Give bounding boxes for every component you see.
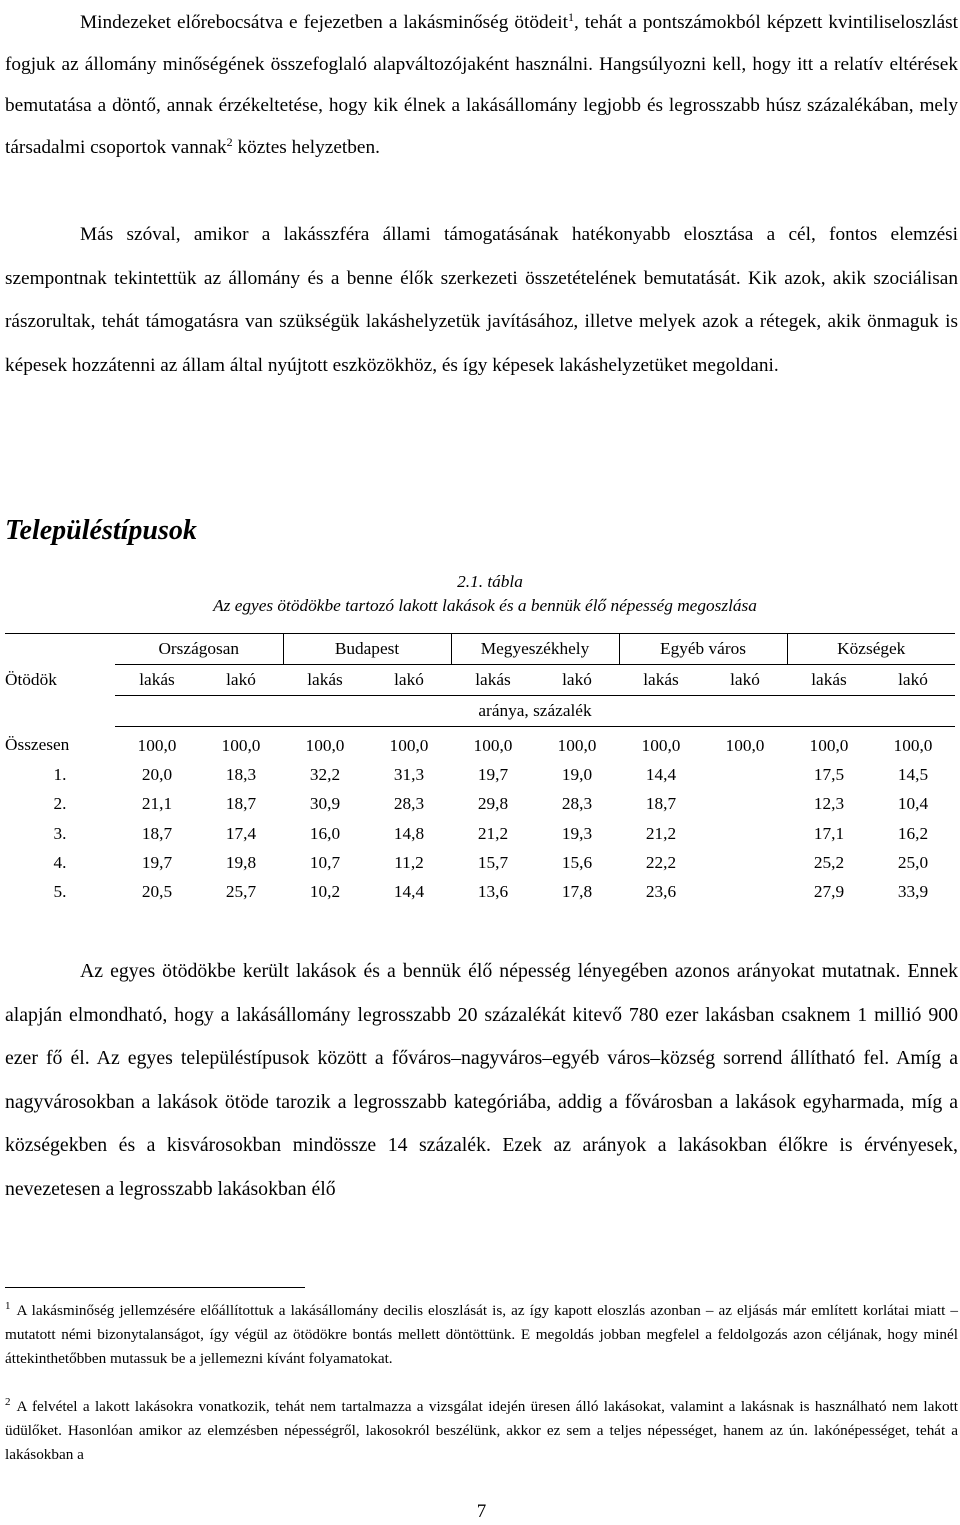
table-cell: 33,9 [897,882,929,902]
second-paragraph: Más szóval, amikor a lakásszféra állami támogatásának hatékonyabb elosztása a cél, fontos elemzési szempontnak tekintettük az állomány és a benne élők szerkezeti összetételének bemutatását. Kik azok, akik szociálisan rászorultak, tehát támogatásra van szükségük lakáshelyzetük javításához, illetve melyek azok a rétegek, akik önmaguk is képesek hozzátenni az állam által nyújtott eszközökhöz, és így képesek lakáshelyzetüket megoldani. [5,224,958,377]
table-title: Az egyes ötödökbe tartozó lakott lakások és a bennük élő népesség megoszlása [213,596,757,615]
page-number: 7 [476,1501,487,1522]
subheader-lakas: lakás [283,665,367,696]
row-label: 4. [53,852,67,872]
table-cell: 19,0 [561,764,593,784]
table-cell: 19,7 [141,852,173,872]
table-cell: 25,7 [225,882,257,902]
group-header-megyeszekhely: Megyeszékhely [451,634,619,665]
table-cell: 30,9 [309,794,341,814]
table-cell: 18,7 [645,794,677,814]
footnote-separator [5,1287,305,1288]
table-cell: 16,2 [897,823,929,843]
table-cell: 15,6 [561,852,593,872]
table-cell: 100,0 [221,735,261,755]
table-cell [703,790,787,819]
table-cell: 17,5 [813,764,845,784]
table-cell: 100,0 [725,735,765,755]
table-cell: 19,3 [561,823,593,843]
subheader-lakas: lakás [451,665,535,696]
intro-text-end: köztes helyzetben. [232,136,380,158]
table-cell [703,819,787,848]
footnote-text: A felvétel a lakott lakásokra vonatkozik, tehát nem tartalmazza a vizsgálat idején üresen álló lakásokat, valamint a lakásnak is használható nem lakott üdülőket. Hasonlóan amikor az elemzésben népességről, lakosokról beszélünk, akkor ez sem a teljes népességet, hanem az ún. lakónépességet, tehát a lakásokban a [5,1398,958,1463]
table-cell: 21,2 [477,823,509,843]
table-cell: 25,0 [897,852,929,872]
subheader-lako: lakó [535,665,619,696]
footnote-ref-2[interactable]: 2 [226,134,233,149]
table-cell: 100,0 [557,735,597,755]
intro-text: Mindezeket előrebocsátva e fejezetben a lakásminőség ötödeit [80,12,568,33]
table-cell: 19,8 [225,852,257,872]
table-cell: 16,0 [309,823,341,843]
table-cell: 25,2 [813,852,845,872]
table-cell: 19,7 [477,764,509,784]
table-cell: 100,0 [305,735,345,755]
table-cell: 100,0 [137,735,177,755]
table-cell: 100,0 [641,735,681,755]
row-label: Összesen [5,735,70,755]
footnote-mark: 1 [5,1300,11,1312]
table-cell: 28,3 [561,794,593,814]
table-cell: 11,2 [394,852,424,872]
footnote-text: A lakásminőség jellemzésére előállítottuk a lakásállomány decilis eloszlását is, az így kapott eloszlás azonban – az eljásás már említett korlátai miatt – mutatott némi bizonytalanságot, így végül az ötödökre bontás mellett döntöttünk. E megoldás jobban megfelel a feldolgozás azon céljának, hogy minél áttekinthetőbben mutassuk be a jellemezni kívánt folyamatokat. [5,1302,958,1367]
group-header-kozsegek: Községek [787,634,955,665]
subheader-lako: lakó [871,665,955,696]
subheader-lako: lakó [367,665,451,696]
table-cell: 100,0 [809,735,849,755]
table-cell: 18,7 [141,823,173,843]
table-cell: 15,7 [477,852,509,872]
table-cell: 27,9 [813,882,845,902]
row-label: 3. [53,823,67,843]
subheader-lakas: lakás [787,665,871,696]
table-cell: 21,1 [141,794,173,814]
table-cell: 100,0 [389,735,429,755]
quintile-table [5,633,955,907]
row-label: 5. [53,882,67,902]
table-cell [703,848,787,877]
footnote-2 [5,1395,958,1467]
table-cell [703,877,787,906]
table-cell: 18,3 [225,764,257,784]
table-cell: 21,2 [645,823,677,843]
intro-text-cont: , tehát a pontszámokból képzett kvintiliseloszlást fogjuk az állomány minőségének összefoglaló alapváltozójaként használni. Hangsúlyozni kell, hogy itt a relatív eltérések bemutatása a döntő, annak érzékeltetése, hogy kik élnek a lakásállomány legjobb és legrosszabb húsz százalékában, mely társadalmi csoportok vannak [5,12,958,158]
table-cell: 28,3 [393,794,425,814]
row-header: Ötödök [5,670,57,690]
unit-label: aránya, százalék [115,696,955,727]
table-cell: 18,7 [225,794,257,814]
table-cell: 10,4 [897,794,929,814]
table-cell [703,760,787,789]
table-cell: 14,4 [393,882,425,902]
subheader-lako: lakó [199,665,283,696]
table-cell: 17,4 [225,823,257,843]
table-cell: 20,5 [141,882,173,902]
intro-paragraph [5,2,958,168]
section-heading: Településtípusok [5,515,197,546]
table-number: 2.1. tábla [457,572,523,591]
table-cell: 22,2 [645,852,677,872]
table-cell: 10,7 [309,852,341,872]
table-cell: 10,2 [309,882,341,902]
footnote-1 [5,1299,958,1371]
table-cell: 20,0 [141,764,173,784]
table-cell: 23,6 [645,882,677,902]
table-cell: 14,4 [645,764,677,784]
footnote-ref-1[interactable]: 1 [567,10,574,24]
table-cell: 17,8 [561,882,593,902]
third-paragraph: Az egyes ötödökbe került lakások és a bennük élő népesség lényegében azonos arányokat mutatnak. Ennek alapján elmondható, hogy a lakásállomány legrosszabb 20 százalékát kitevő 780 ezer lakásban csaknem 1 millió 900 ezer fő él. Az egyes településtípusok között a főváros–nagyváros–egyéb város–község sorrend állítható fel. Amíg a nagyvárosokban a lakások ötöde tarozik a legrosszabb kategóriába, addig a fővárosban a lakások egyharmada, míg a községekben és a kisvárosokban mindössze 14 százalék. Ezek az arányok a lakásokban élőkre is érvényesek, nevezetesen a legrosszabb lakásokban élő [5,960,958,1200]
subheader-lako: lakó [703,665,787,696]
table-cell: 14,5 [897,764,929,784]
table-cell: 100,0 [893,735,933,755]
group-header-egyeb-varos: Egyéb város [619,634,787,665]
table-caption [5,570,960,618]
table-cell: 29,8 [477,794,509,814]
row-label: 1. [53,764,67,784]
table-cell: 32,2 [309,764,341,784]
table-cell: 100,0 [473,735,513,755]
subheader-lakas: lakás [115,665,199,696]
footnote-mark: 2 [5,1396,11,1408]
table-cell: 17,1 [813,823,845,843]
table-cell: 12,3 [813,794,845,814]
table-cell: 31,3 [393,764,425,784]
group-header-budapest: Budapest [283,634,451,665]
row-label: 2. [53,794,67,814]
subheader-lakas: lakás [619,665,703,696]
table-cell: 14,8 [393,823,425,843]
group-header-orszagosan: Országosan [115,634,283,665]
table-cell: 13,6 [477,882,509,902]
